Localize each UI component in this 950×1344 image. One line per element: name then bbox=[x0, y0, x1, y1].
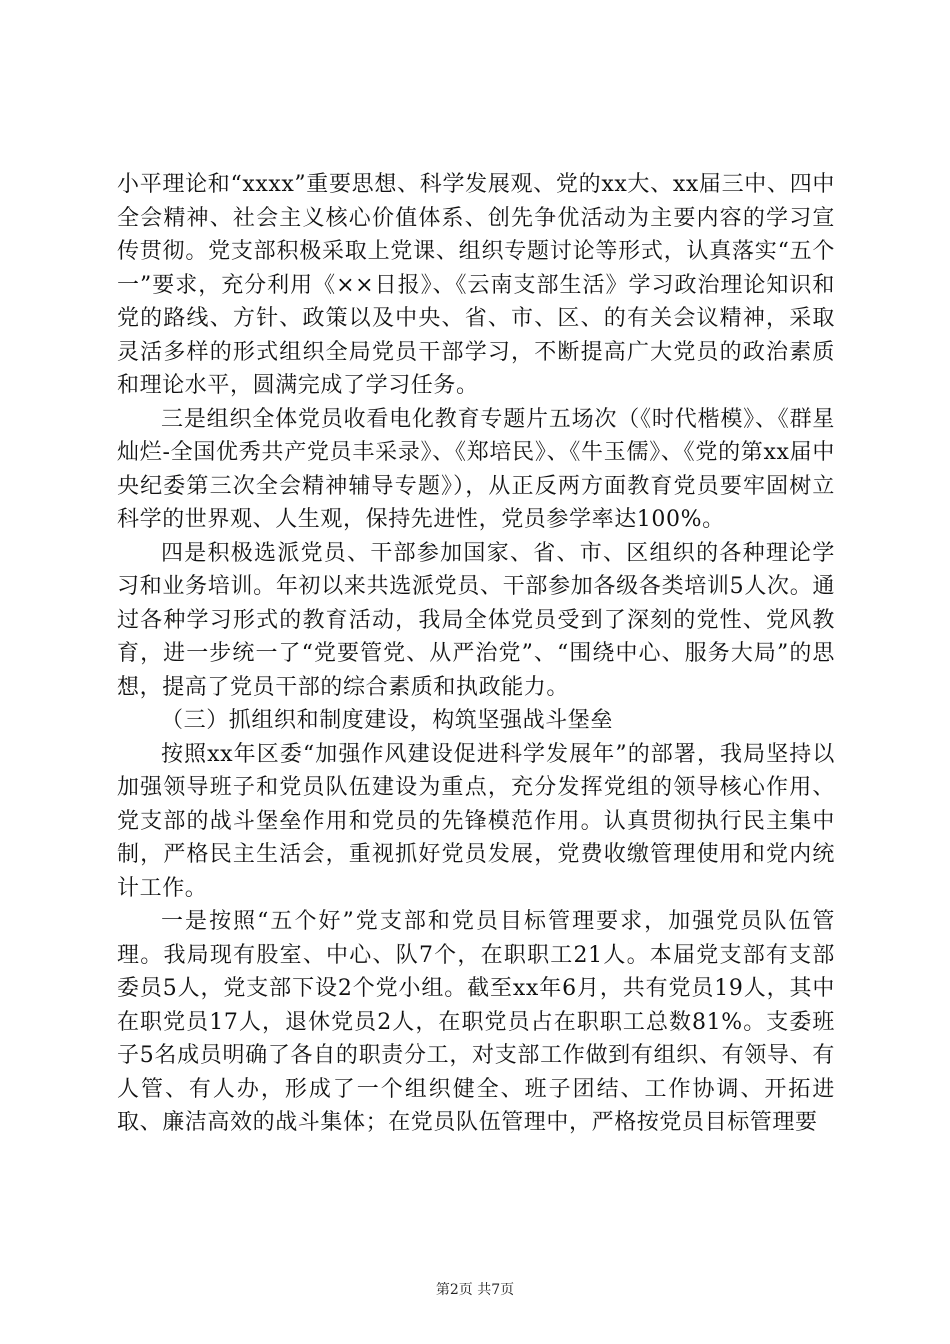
paragraph-item-four: 四是积极选派党员、干部参加国家、省、市、区组织的各种理论学习和业务培训。年初以来共选派党员、干部参加各级各类培训5人次。通过各种学习形式的教育活动，我局全体党员受到了深刻的党性、党风教育，进一步统一了“党要管党、从严治党”、“围绕中心、服务大局”的思想，提高了党员干部的综合素质和执政能力。 bbox=[117, 540, 835, 700]
page-number-footer: 第2页 共7页 bbox=[435, 1282, 515, 1298]
document-body bbox=[117, 168, 835, 1140]
paragraph-item-three: 三是组织全体党员收看电化教育专题片五场次（《时代楷模》、《群星灿烂-全国优秀共产党员丰采录》、《郑培民》、《牛玉儒》、《党的第xx届中央纪委第三次全会精神辅导专题》），从正反两方面教育党员要牢固树立科学的世界观、人生观，保持先进性，党员参学率达100%。 bbox=[117, 406, 835, 532]
paragraph-section-intro: 按照xx年区委“加强作风建设促进科学发展年”的部署，我局坚持以加强领导班子和党员队伍建设为重点，充分发挥党组的领导核心作用、党支部的战斗堡垒作用和党员的先锋模范作用。认真贯彻执行民主集中制，严格民主生活会，重视抓好党员发展，党费收缴管理使用和党内统计工作。 bbox=[117, 741, 835, 901]
paragraph-continued-study: 小平理论和“xxxx”重要思想、科学发展观、党的xx大、xx届三中、四中全会精神、社会主义核心价值体系、创先争优活动为主要内容的学习宣传贯彻。党支部积极采取上党课、组织专题讨论等形式，认真落实“五个一”要求，充分利用《××日报》、《云南支部生活》学习政治理论知识和党的路线、方针、政策以及中央、省、市、区、的有关会议精神，采取灵活多样的形式组织全局党员干部学习，不断提高广大党员的政治素质和理论水平，圆满完成了学习任务。 bbox=[117, 172, 835, 398]
paragraph-item-one: 一是按照“五个好”党支部和党员目标管理要求，加强党员队伍管理。我局现有股室、中心、队7个，在职职工21人。本届党支部有支部委员5人，党支部下设2个党小组。截至xx年6月，共有党员19人，其中在职党员17人，退休党员2人，在职党员占在职职工总数81%。支委班子5名成员明确了各自的职责分工，对支部工作做到有组织、有领导、有人管、有人办，形成了一个组织健全、班子团结、工作协调、开拓进取、廉洁高效的战斗集体；在党员队伍管理中，严格按党员目标管理要 bbox=[117, 909, 835, 1135]
section-heading-three: （三）抓组织和制度建设，构筑坚强战斗堡垒 bbox=[161, 708, 614, 733]
